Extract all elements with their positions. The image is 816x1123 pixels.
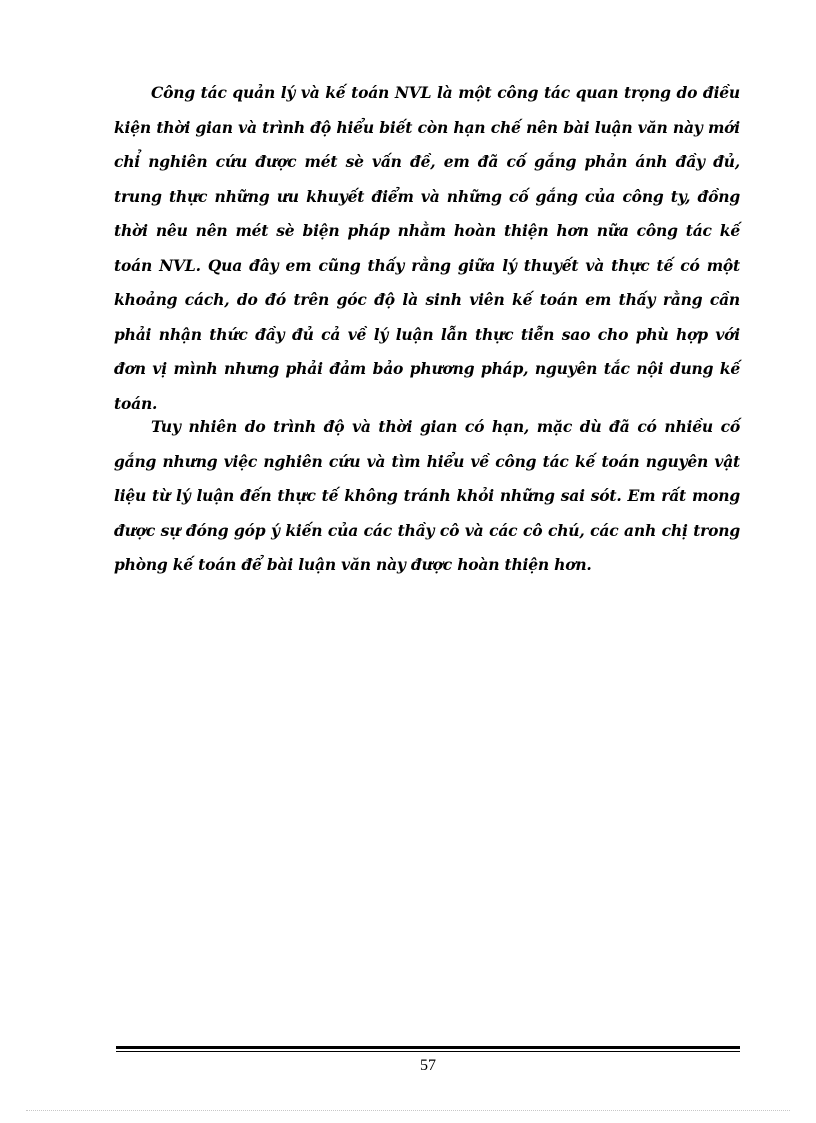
page-bottom-divider xyxy=(26,1110,790,1111)
page-number: 57 xyxy=(420,1057,436,1074)
footer-rule-thin xyxy=(116,1051,740,1052)
paragraph-conclusion-2: Tuy nhiên do trình độ và thời gian có hạn, mặc dù đã có nhiều cố gắng nhưng việc nghiên cứu và tìm hiểu về công tác kế toán nguyên vật liệu từ lý luận đến thực tế không tránh khỏi những sai sót. Em rất mong được sự đóng góp ý kiến của các thầy cô và các cô chú, các anh chị trong phòng kế toán để bài luận văn này được hoàn thiện hơn. xyxy=(114,417,740,574)
footer-rule-thick xyxy=(116,1046,740,1049)
paragraph-conclusion-1: Công tác quản lý và kế toán NVL là một công tác quan trọng do điều kiện thời gian và trình độ hiểu biết còn hạn chế nên bài luận văn này mới chỉ nghiên cứu được mét sè vấn đề, em đã cố gắng phản ánh đầy đủ, trung thực những ưu khuyết điểm và những cố gắng của công ty, đồng thời nêu nên mét sè biện pháp nhằm hoàn thiện hơn nữa công tác kế toán NVL. Qua đây em cũng thấy rằng giữa lý thuyết và thực tế có một khoảng cách, do đó trên góc độ là sinh viên kế toán em thấy rằng cần phải nhận thức đầy đủ cả về lý luận lẫn thực tiễn sao cho phù hợp với đơn vị mình nhưng phải đảm bảo phương pháp, nguyên tắc nội dung kế toán. xyxy=(114,83,740,413)
